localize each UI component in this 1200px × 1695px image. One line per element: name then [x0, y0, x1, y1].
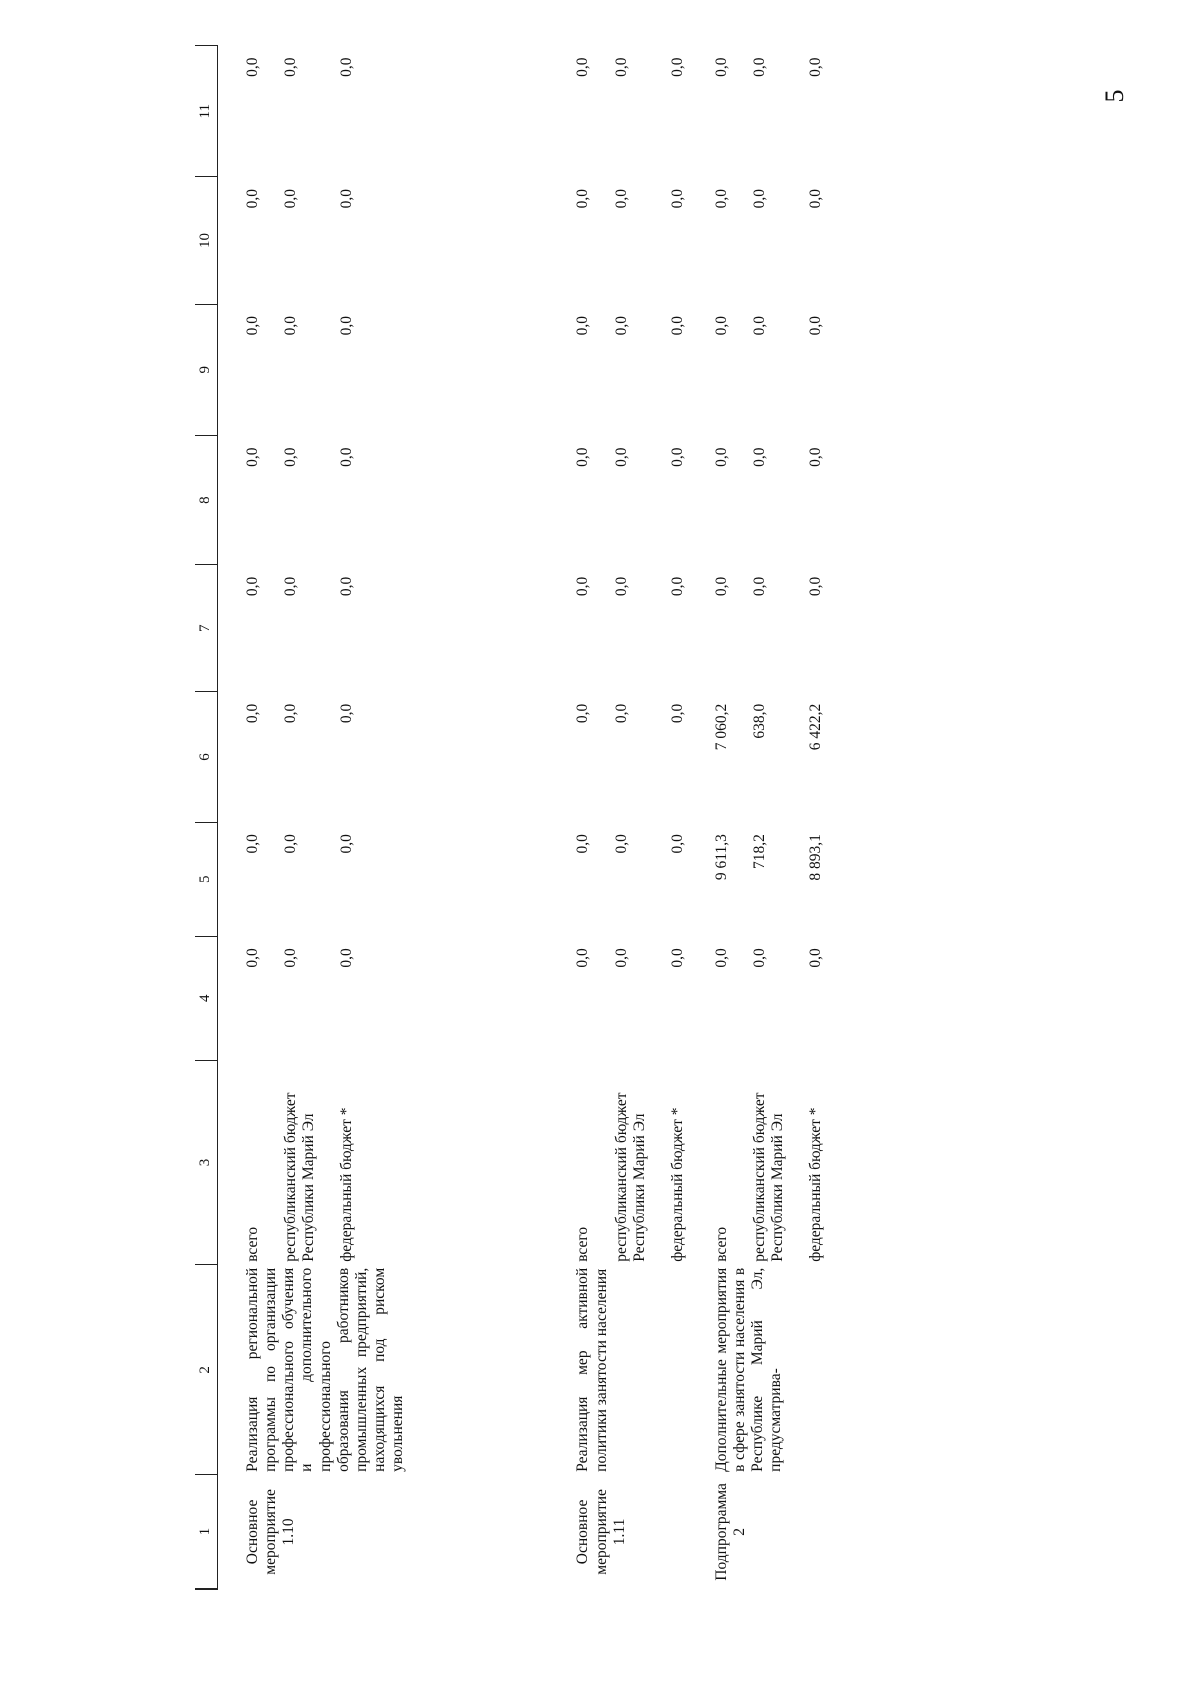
header-col-8: 8 [195, 435, 218, 564]
value-cell: 0,0 [338, 447, 356, 467]
value-cell: 0,0 [807, 57, 825, 77]
program-description: Реализация региональной программы по организации профессионального обучения и дополнительного профессионального образования работников промышленных предприятий, находящихся под риском увольнения [244, 1267, 406, 1472]
value-cell: 0,0 [807, 316, 825, 336]
value-cell: 0,0 [574, 188, 592, 209]
value-cell: 6 422,2 [807, 703, 825, 751]
value-cell: 0,0 [282, 188, 300, 209]
program-name: Основное мероприятие 1.10 [244, 1489, 298, 1575]
funding-source: всего [244, 1226, 261, 1262]
value-cell: 0,0 [612, 703, 630, 724]
value-cell: 0,0 [668, 948, 686, 968]
value-cell: 638,0 [751, 703, 768, 739]
funding-source: всего [574, 1226, 592, 1262]
value-cell: 0,0 [712, 188, 730, 209]
value-cell: 0,0 [338, 948, 356, 968]
value-cell: 0,0 [807, 948, 825, 968]
value-cell: 9 611,3 [712, 834, 730, 881]
value-cell: 0,0 [282, 948, 300, 968]
value-cell: 0,0 [244, 57, 261, 77]
value-cell: 0,0 [751, 188, 768, 209]
funding-source: республиканский бюджет Республики Марий Эл [612, 1092, 648, 1262]
header-col-5: 5 [195, 822, 218, 936]
header-col-9: 9 [195, 304, 218, 435]
value-cell: 8 893,1 [807, 834, 825, 881]
value-cell: 0,0 [282, 447, 300, 467]
value-cell: 0,0 [712, 576, 730, 597]
value-cell: 0,0 [807, 447, 825, 467]
value-cell: 0,0 [574, 703, 592, 724]
header-col-10: 10 [195, 177, 218, 304]
header-col-3: 3 [195, 1060, 218, 1265]
value-cell: 0,0 [751, 316, 768, 336]
value-cell: 0,0 [712, 948, 730, 968]
page-number: 5 [1100, 89, 1129, 103]
header-col-1: 1 [195, 1475, 218, 1589]
value-cell: 0,0 [338, 703, 356, 724]
value-cell: 0,0 [244, 703, 261, 724]
table-row [687, 46, 731, 1590]
funding-source: федеральный бюджет * [338, 1107, 356, 1262]
funding-source: республиканский бюджет Республики Марий Эл [282, 1092, 318, 1262]
value-cell: 0,0 [668, 316, 686, 336]
value-cell: 0,0 [668, 576, 686, 597]
program-description: Реализация мер активной политики занятости населения [574, 1267, 610, 1472]
rotated-table-container [195, 45, 1195, 1590]
value-cell: 0,0 [574, 576, 592, 597]
value-cell: 0,0 [244, 447, 261, 467]
funding-source: республиканский бюджет Республики Марий Эл [751, 1092, 787, 1262]
value-cell: 7 060,2 [712, 703, 730, 751]
value-cell: 0,0 [282, 703, 300, 724]
value-cell: 0,0 [668, 703, 686, 724]
value-cell: 0,0 [244, 948, 261, 968]
value-cell: 0,0 [244, 834, 261, 854]
program-name: Основное мероприятие 1.11 [574, 1489, 628, 1575]
table-row [218, 46, 263, 1590]
value-cell: 0,0 [574, 57, 592, 77]
value-cell: 0,0 [612, 188, 630, 209]
value-cell: 0,0 [712, 57, 730, 77]
value-cell: 0,0 [668, 447, 686, 467]
header-col-2: 2 [195, 1265, 218, 1475]
header-col-7: 7 [195, 565, 218, 692]
value-cell: 0,0 [282, 57, 300, 77]
value-cell: 0,0 [751, 576, 768, 597]
funding-source: всего [712, 1226, 730, 1262]
value-cell: 0,0 [668, 188, 686, 209]
value-cell: 0,0 [282, 576, 300, 597]
value-cell: 0,0 [751, 57, 768, 77]
value-cell: 0,0 [712, 316, 730, 336]
program-description: Дополнительные мероприятия в сфере занятости населения в Республике Марий Эл, предусматрива- [712, 1267, 785, 1472]
value-cell: 0,0 [574, 447, 592, 467]
value-cell: 0,0 [751, 447, 768, 467]
value-cell: 0,0 [338, 188, 356, 209]
value-cell: 0,0 [612, 57, 630, 77]
value-cell: 0,0 [612, 576, 630, 597]
header-col-6: 6 [195, 692, 218, 822]
budget-table [195, 45, 825, 1590]
value-cell: 0,0 [612, 447, 630, 467]
value-cell: 0,0 [244, 576, 261, 597]
value-cell: 0,0 [574, 948, 592, 968]
value-cell: 0,0 [338, 316, 356, 336]
value-cell: 0,0 [668, 834, 686, 854]
value-cell: 0,0 [668, 57, 686, 77]
value-cell: 0,0 [807, 576, 825, 597]
value-cell: 0,0 [712, 447, 730, 467]
program-name: Подпрограмма 2 [712, 1483, 748, 1581]
value-cell: 0,0 [282, 834, 300, 854]
value-cell: 0,0 [338, 576, 356, 597]
value-cell: 0,0 [612, 316, 630, 336]
value-cell: 0,0 [338, 57, 356, 77]
value-cell: 0,0 [244, 188, 261, 209]
value-cell: 0,0 [807, 188, 825, 209]
header-col-11: 11 [195, 46, 218, 177]
value-cell: 0,0 [612, 948, 630, 968]
value-cell: 0,0 [574, 834, 592, 854]
value-cell: 0,0 [244, 316, 261, 336]
value-cell: 0,0 [574, 316, 592, 336]
table-row [548, 46, 592, 1590]
column-number-header [195, 46, 218, 1590]
value-cell: 0,0 [338, 834, 356, 854]
funding-source: федеральный бюджет * [668, 1107, 686, 1262]
funding-source: федеральный бюджет * [807, 1107, 825, 1262]
value-cell: 0,0 [751, 948, 768, 968]
value-cell: 0,0 [282, 316, 300, 336]
value-cell: 0,0 [612, 834, 630, 854]
value-cell: 718,2 [751, 834, 768, 869]
header-col-4: 4 [195, 936, 218, 1060]
